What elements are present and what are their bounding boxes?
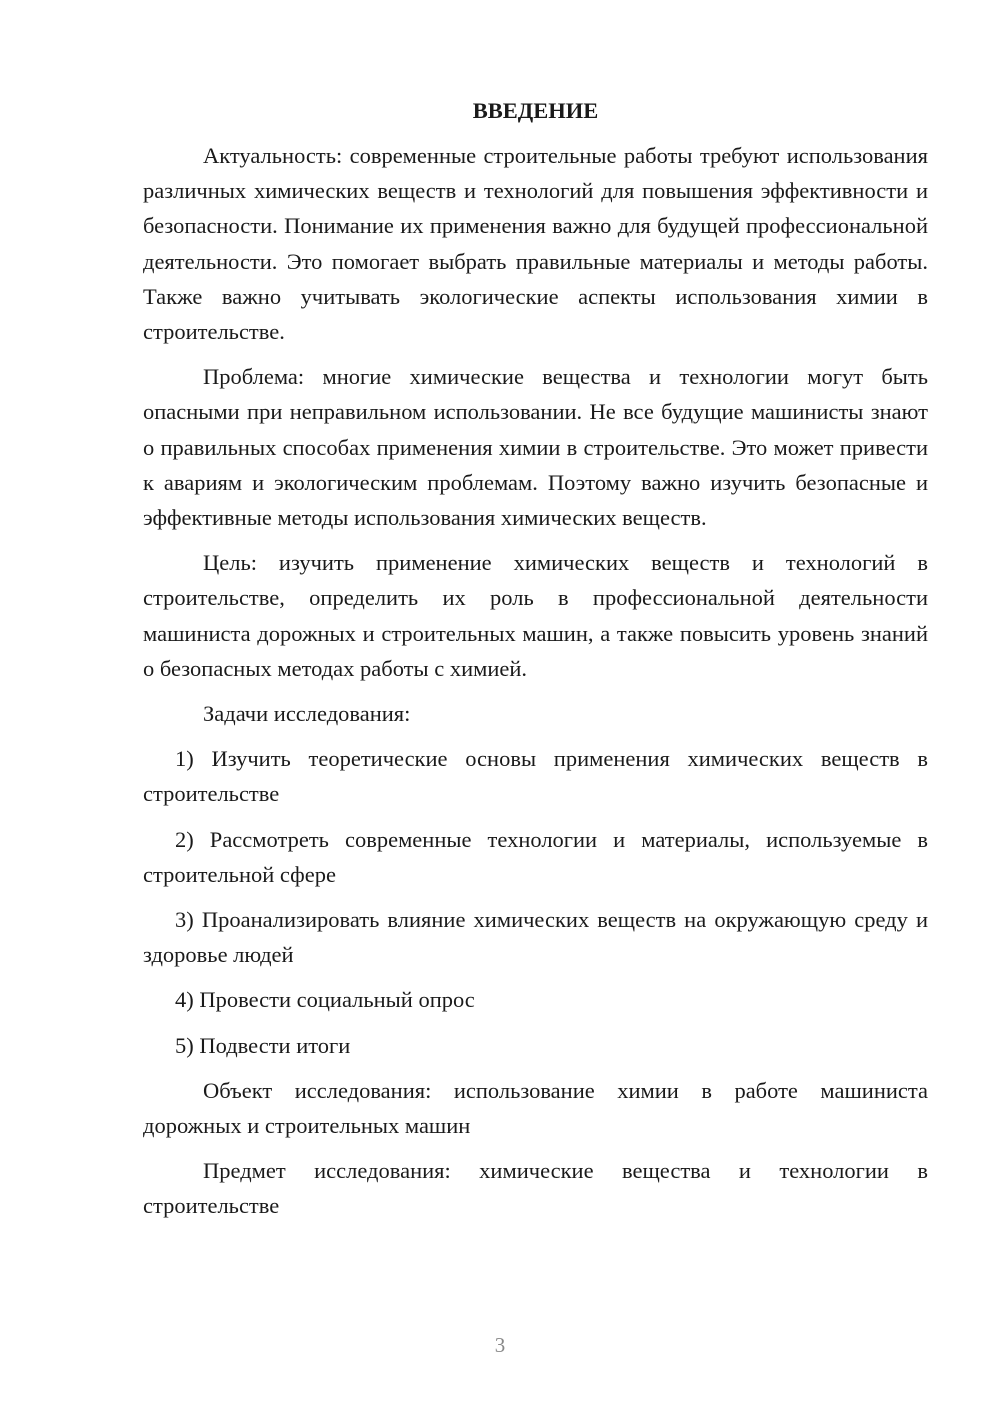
task-item-5: 5) Подвести итоги [175, 1032, 351, 1058]
page-content [143, 94, 928, 1234]
paragraph-goal: Цель: изучить применение химических веществ и технологий в строительстве, определить их роль в профессиональной деятельности машиниста дорожных и строительных машин, а также повысить уровень знаний о безопасных методах работы с химией. [143, 550, 928, 681]
task-item-4: 4) Провести социальный опрос [175, 987, 475, 1013]
paragraph-subject: Предмет исследования: химические вещества и технологии в строительстве [143, 1158, 928, 1219]
paragraph-tasks-heading: Задачи исследования: [203, 701, 411, 727]
task-item-1: 1) Изучить теоретические основы применения химических веществ в строительстве [143, 746, 928, 807]
task-item-3: 3) Проанализировать влияние химических веществ на окружающую среду и здоровье людей [143, 907, 928, 968]
paragraph-relevance: Актуальность: современные строительные работы требуют использования различных химических веществ и технологий для повышения эффективности и безопасности. Понимание их применения важно для будущей профессиональной деятельности. Это помогает выбрать правильные материалы и методы работы. Также важно учитывать экологические аспекты использования химии в строительстве. [143, 143, 928, 345]
paragraph-object: Объект исследования: использование химии в работе машиниста дорожных и строительных машин [143, 1077, 928, 1139]
task-item-2: 2) Рассмотреть современные технологии и материалы, используемые в строительной сфере [143, 826, 928, 887]
paragraph-problem: Проблема: многие химические вещества и технологии могут быть опасными при неправильном использовании. Не все будущие машинисты знают о правильных способах применения химии в строительстве. Это может привести к авариям и экологическим проблемам. Поэтому важно изучить безопасные и эффективные методы использования химических веществ. [143, 364, 928, 531]
page-number: 3 [494, 1333, 506, 1357]
section-title: ВВЕДЕНИЕ [472, 98, 599, 123]
